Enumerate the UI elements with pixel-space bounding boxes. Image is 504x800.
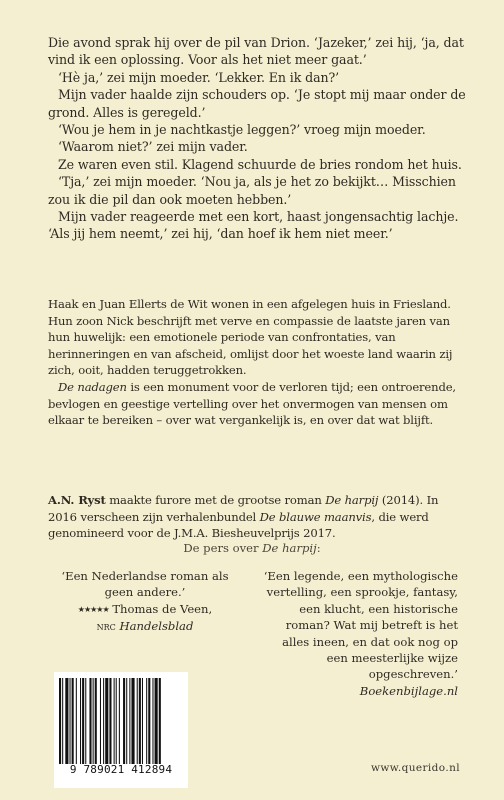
- barcode-bar: [65, 678, 68, 764]
- bio-text: maakte furore met de grootse roman: [105, 493, 326, 507]
- press-quote-right: [258, 568, 458, 699]
- barcode-bar: [137, 678, 138, 764]
- press-heading: [0, 540, 504, 556]
- author-paragraph: [48, 492, 466, 542]
- barcode-bar: [93, 678, 94, 764]
- barcode-bar: [72, 678, 74, 764]
- blurb: [48, 296, 466, 429]
- barcode-icon: [59, 678, 183, 764]
- quote-source: [258, 683, 458, 699]
- blurb-paragraph: Haak en Juan Ellerts de Wit wonen in een afgelegen huis in Friesland. Hun zoon Nick beschrijft met verve en compassie de laatste jaren van hun huwelijk: een emotionele periode van confrontaties, van herinneringen en van afscheid, omlijst door het woeste land waarin zij zich, ooit, hadden teruggetrokken.: [48, 297, 453, 378]
- barcode-bar: [62, 678, 63, 764]
- barcode-bar: [100, 678, 101, 764]
- press-heading-book: De harpij: [262, 541, 317, 555]
- excerpt-paragraph: ‘Tja,’ zei mijn moeder. ‘Nou ja, als je het zo bekijkt… Misschien zou ik die pil dan ook moeten hebben.’: [48, 174, 456, 207]
- author-name: A.N. Ryst: [48, 493, 106, 507]
- rating-stars-icon: ★★★★★: [77, 604, 109, 614]
- barcode-bar: [129, 678, 130, 764]
- isbn-digits: 9 789021 412894: [69, 763, 173, 776]
- quote-source-prefix: nrc: [96, 620, 116, 634]
- excerpt-paragraph: Ze waren even stil. Klagend schuurde de bries rondom het huis.: [58, 156, 462, 172]
- barcode-bar: [119, 678, 120, 764]
- barcode-bar: [89, 678, 91, 764]
- blurb-paragraph: [48, 379, 466, 429]
- barcode-bar: [82, 678, 84, 764]
- barcode-bar: [95, 678, 97, 764]
- barcode-bar: [59, 678, 61, 764]
- excerpt-paragraph: ‘Wou je hem in je nachtkastje leggen?’ vroeg mijn moeder.: [58, 122, 426, 138]
- quote-text: ‘Een legende, een mythologische vertelling, een sprookje, fantasy, een klucht, een historische roman? Wat mij betreft is het alles ineen, en dat ook nog op een meesterlijke wijze opgeschreven.’: [263, 569, 458, 682]
- quote-author: Thomas de Veen,: [108, 601, 213, 616]
- excerpt-paragraph: Mijn vader haalde zijn schouders op. ‘Je stopt mij maar onder de grond. Alles is geregeld.’: [48, 87, 466, 120]
- book-title: De blauwe maanvis: [259, 509, 372, 524]
- excerpt-paragraph: ‘Waarom niet?’ zei mijn vader.: [58, 139, 248, 155]
- quote-text: ‘Een Nederlandse roman als geen andere.’: [61, 569, 229, 600]
- barcode-bar: [142, 678, 143, 764]
- book-title: De nadagen: [58, 379, 127, 394]
- bio-text: , die werd genomineerd voor de J.M.A. Biesheuvelprijs 2017.: [48, 509, 429, 541]
- barcode-bar: [105, 678, 108, 764]
- barcode-bar: [123, 678, 125, 764]
- barcode-bar: [155, 678, 158, 764]
- barcode-bar: [80, 678, 81, 764]
- book-title: De harpij: [325, 493, 379, 507]
- excerpt-paragraph: ‘Als jij hem neemt,’ zei hij, ‘dan hoef ik hem niet meer.’: [48, 226, 393, 242]
- excerpt: [48, 34, 466, 243]
- quote-attribution: [60, 601, 230, 618]
- barcode-bar: [126, 678, 127, 764]
- author-bio: [48, 492, 466, 542]
- barcode-bar: [114, 678, 115, 764]
- barcode-bar: [139, 678, 141, 764]
- excerpt-paragraph: Mijn vader reageerde met een kort, haast jongensachtig lachje.: [58, 209, 459, 225]
- bio-text: (2014). In 2016 verscheen zijn verhalenbundel: [48, 493, 439, 524]
- barcode-bar: [76, 678, 77, 764]
- press-quote-left: [60, 568, 230, 636]
- excerpt-paragraph: ‘Hè ja,’ zei mijn moeder. ‘Lekker. En ik dan?’: [58, 69, 340, 85]
- barcode-bar: [146, 678, 147, 764]
- barcode-bar: [85, 678, 86, 764]
- press-heading-prefix: De pers over: [183, 541, 263, 555]
- quote-source: [60, 618, 230, 635]
- barcode-bar: [159, 678, 161, 764]
- publisher-website: www.querido.nl: [370, 762, 460, 774]
- quote-source-title: Handelsblad: [115, 619, 194, 634]
- barcode-bar: [70, 678, 71, 764]
- excerpt-paragraph: Die avond sprak hij over de pil van Drion. ‘Jazeker,’ zei hij, ‘ja, dat vind ik een oplossing. Voor als het niet meer gaat.’: [48, 35, 464, 68]
- barcode-bar: [116, 678, 117, 764]
- press-heading-suffix: :: [316, 541, 321, 555]
- isbn-barcode: [54, 672, 188, 788]
- barcode-bar: [131, 678, 134, 764]
- blurb-text: is een monument voor de verloren tijd; een ontroerende, bevlogen en geestige vertelling over het onvermogen van mensen om elkaar te bereiken – over wat vergankelijk is, en over dat wat blijft.: [48, 379, 456, 428]
- quote-source-title: Boekenbijlage.nl: [359, 683, 458, 698]
- barcode-bar: [148, 678, 150, 764]
- barcode-bar: [152, 678, 153, 764]
- barcode-bar: [109, 678, 111, 764]
- barcode-bar: [103, 678, 104, 764]
